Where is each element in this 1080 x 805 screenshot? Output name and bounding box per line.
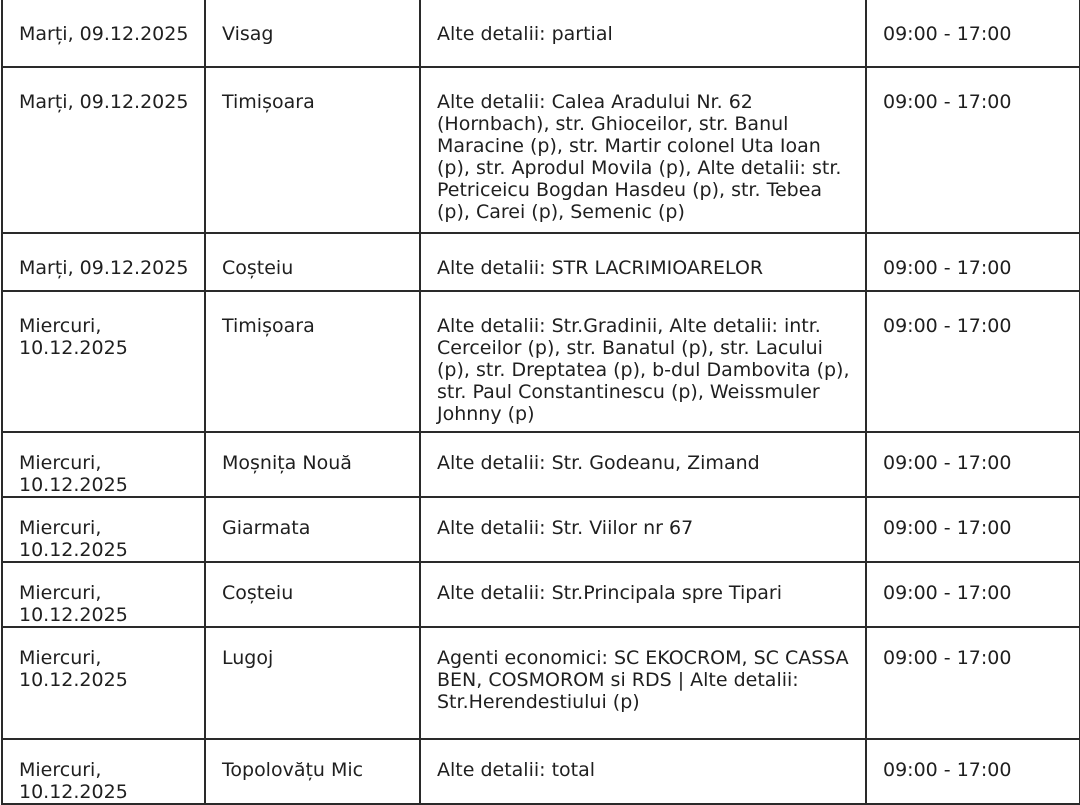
time-cell: 09:00 - 17:00	[866, 432, 1080, 497]
location-cell: Coșteiu	[205, 233, 420, 291]
location-cell: Timișoara	[205, 291, 420, 432]
time-cell: 09:00 - 17:00	[866, 739, 1080, 804]
details-cell: Alte detalii: Str. Godeanu, Zimand	[420, 432, 866, 497]
time-cell: 09:00 - 17:00	[866, 233, 1080, 291]
date-cell: Marți, 09.12.2025	[2, 0, 205, 67]
outage-schedule-table	[1, 0, 1080, 805]
date-cell: Miercuri, 10.12.2025	[2, 291, 205, 432]
details-cell: Agenti economici: SC EKOCROM, SC CASSA BEN, COSMOROM si RDS | Alte detalii: Str.Herendestiului (p)	[420, 627, 866, 739]
location-cell: Moșnița Nouă	[205, 432, 420, 497]
location-cell: Visag	[205, 0, 420, 67]
date-cell: Miercuri, 10.12.2025	[2, 497, 205, 562]
details-cell: Alte detalii: partial	[420, 0, 866, 67]
table-row	[2, 739, 1080, 804]
location-cell: Coșteiu	[205, 562, 420, 627]
table-row	[2, 67, 1080, 233]
details-cell: Alte detalii: Str.Gradinii, Alte detalii: intr. Cerceilor (p), str. Banatul (p), str. Lacului (p), str. Dreptatea (p), b-dul Dambovita (p), str. Paul Constantinescu (p), Weissmuler Johnny (p)	[420, 291, 866, 432]
table-row	[2, 432, 1080, 497]
details-cell: Alte detalii: Calea Aradului Nr. 62 (Hornbach), str. Ghioceilor, str. Banul Maracine (p), str. Martir colonel Uta Ioan (p), str. Aprodul Movila (p), Alte detalii: str. Petriceicu Bogdan Hasdeu (p), str. Tebea (p), Carei (p), Semenic (p)	[420, 67, 866, 233]
time-cell: 09:00 - 17:00	[866, 0, 1080, 67]
table-row	[2, 627, 1080, 739]
time-cell: 09:00 - 17:00	[866, 562, 1080, 627]
details-cell: Alte detalii: Str.Principala spre Tipari	[420, 562, 866, 627]
table-row	[2, 562, 1080, 627]
time-cell: 09:00 - 17:00	[866, 497, 1080, 562]
details-cell: Alte detalii: total	[420, 739, 866, 804]
time-cell: 09:00 - 17:00	[866, 291, 1080, 432]
table-row	[2, 497, 1080, 562]
details-cell: Alte detalii: STR LACRIMIOARELOR	[420, 233, 866, 291]
table-row	[2, 0, 1080, 67]
date-cell: Miercuri, 10.12.2025	[2, 627, 205, 739]
time-cell: 09:00 - 17:00	[866, 627, 1080, 739]
time-cell: 09:00 - 17:00	[866, 67, 1080, 233]
date-cell: Miercuri, 10.12.2025	[2, 739, 205, 804]
details-cell: Alte detalii: Str. Viilor nr 67	[420, 497, 866, 562]
date-cell: Marți, 09.12.2025	[2, 233, 205, 291]
date-cell: Marți, 09.12.2025	[2, 67, 205, 233]
location-cell: Lugoj	[205, 627, 420, 739]
date-cell: Miercuri, 10.12.2025	[2, 432, 205, 497]
table-row	[2, 291, 1080, 432]
location-cell: Topolovățu Mic	[205, 739, 420, 804]
date-cell: Miercuri, 10.12.2025	[2, 562, 205, 627]
location-cell: Giarmata	[205, 497, 420, 562]
table-row	[2, 233, 1080, 291]
location-cell: Timișoara	[205, 67, 420, 233]
